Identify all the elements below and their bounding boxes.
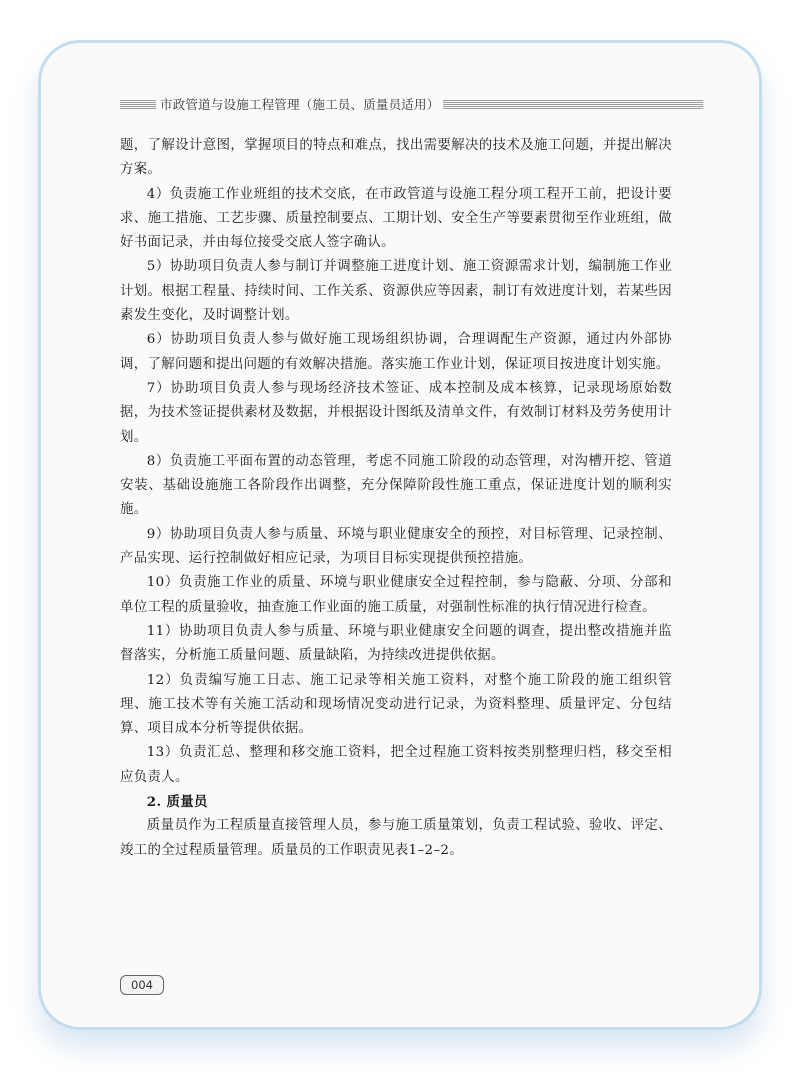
list-item-6: 6）协助项目负责人参与做好施工现场组织协调，合理调配生产资源，通过内外部协调，了解问题和提出问题的有效解决措施。落实施工作业计划，保证项目按进度计划实施。 bbox=[120, 332, 672, 372]
paragraph-continuation: 题，了解设计意图，掌握项目的特点和难点，找出需要解决的技术及施工问题，并提出解决方案。 bbox=[120, 138, 672, 178]
list-item-9: 9）协助项目负责人参与质量、环境与职业健康安全的预控，对目标管理、记录控制、产品实现、运行控制做好相应记录，为项目目标实现提供预控措施。 bbox=[120, 526, 672, 567]
list-item-10: 10）负责施工作业的质量、环境与职业健康安全过程控制，参与隐蔽、分项、分部和单位工程的质量验收，抽查施工作业面的施工质量，对强制性标准的执行情况进行检查。 bbox=[120, 575, 672, 615]
header-rule-left bbox=[120, 100, 156, 109]
body-text bbox=[120, 134, 672, 863]
list-item-13: 13）负责汇总、整理和移交施工资料，把全过程施工资料按类别整理归档，移交至相应负责人。 bbox=[120, 745, 672, 785]
list-item-7: 7）协助项目负责人参与现场经济技术签证、成本控制及成本核算，记录现场原始数据，为技术签证提供素材及数据，并根据设计图纸及清单文件，有效制订材料及劳务使用计划。 bbox=[120, 380, 672, 445]
list-item-4: 4）负责施工作业班组的技术交底，在市政管道与设施工程分项工程开工前，把设计要求、施工措施、工艺步骤、质量控制要点、工期计划、安全生产等要素贯彻至作业班组，做好书面记录，并由每位接受交底人签字确认。 bbox=[120, 186, 672, 251]
list-item-12: 12）负责编写施工日志、施工记录等相关施工资料，对整个施工阶段的施工组织管理、施工技术等有关施工活动和现场情况变动进行记录，为资料整理、质量评定、分包结算、项目成本分析等提供依据。 bbox=[120, 672, 672, 737]
section-heading: 2. 质量员 bbox=[146, 794, 208, 811]
section-paragraph: 质量员作为工程质量直接管理人员，参与施工质量策划，负责工程试验、验收、评定、竣工的全过程质量管理。质量员的工作职责见表1–2–2。 bbox=[120, 818, 672, 858]
list-item-11: 11）协助项目负责人参与质量、环境与职业健康安全问题的调查，提出整改措施并监督落实，分析施工质量问题、质量缺陷，为持续改进提供依据。 bbox=[120, 623, 672, 664]
running-header bbox=[120, 95, 703, 113]
header-rule-right bbox=[443, 100, 703, 109]
list-item-5: 5）协助项目负责人参与制订并调整施工进度计划、施工资源需求计划，编制施工作业计划。根据工程量、持续时间、工作关系、资源供应等因素，制订有效进度计划，若某些因素发生变化，及时调整计划。 bbox=[120, 259, 672, 324]
page-number: 004 bbox=[120, 975, 164, 995]
list-item-8: 8）负责施工平面布置的动态管理，考虑不同施工阶段的动态管理，对沟槽开挖、管道安装、基础设施施工各阶段作出调整，充分保障阶段性施工重点，保证进度计划的顺利实施。 bbox=[120, 453, 672, 518]
header-title: 市政管道与设施工程管理（施工员、质量员适用） bbox=[160, 97, 440, 112]
